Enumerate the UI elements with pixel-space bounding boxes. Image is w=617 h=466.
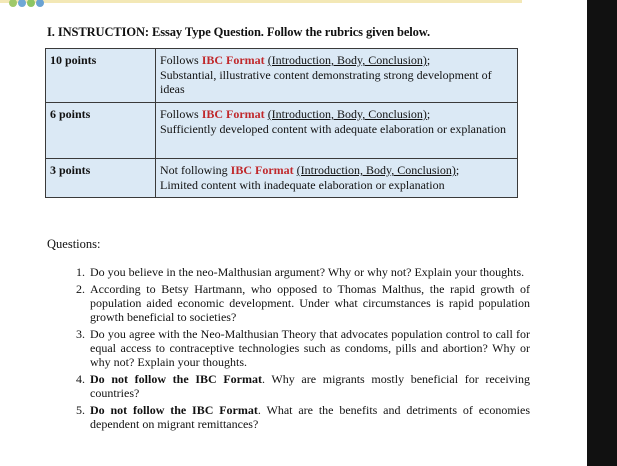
question-item: 2. According to Betsy Hartmann, who opposed to Thomas Malthus, the rapid growth of population aided economic development. Under what circumstances is rapid population growth beneficial to societies? xyxy=(88,282,530,324)
rubric-criteria: Follows IBC Format (Introduction, Body, Conclusion); Sufficiently developed content with adequate elaboration or explanation xyxy=(156,103,518,159)
format-parts: (Introduction, Body, Conclusion) xyxy=(267,107,427,121)
question-item: 5. Do not follow the IBC Format. What are the benefits and detriments of economies dependent on migrant remittances? xyxy=(88,403,530,431)
rubric-criteria: Not following IBC Format (Introduction, Body, Conclusion); Limited content with inadequate elaboration or explanation xyxy=(156,159,518,198)
rubric-follow-text: Follows xyxy=(160,107,202,121)
rubric-row xyxy=(46,49,518,103)
rubric-points: 3 points xyxy=(46,159,156,198)
format-parts: (Introduction, Body, Conclusion) xyxy=(296,163,456,177)
top-decorative-band xyxy=(0,0,522,3)
rubric-points: 10 points xyxy=(46,49,156,103)
rubric-points: 6 points xyxy=(46,103,156,159)
rubric-table xyxy=(45,48,518,198)
ibc-format-label: IBC Format xyxy=(230,163,294,177)
rubric-criteria: Follows IBC Format (Introduction, Body, Conclusion); Substantial, illustrative content demonstrating strong development of ideas xyxy=(156,49,518,103)
format-parts: (Introduction, Body, Conclusion) xyxy=(267,53,427,67)
questions-heading: Questions: xyxy=(47,237,101,251)
rubric-description: Substantial, illustrative content demonstrating strong development of ideas xyxy=(160,67,492,96)
rubric-row xyxy=(46,103,518,159)
rubric-row xyxy=(46,159,518,198)
instruction-heading: I. INSTRUCTION: Essay Type Question. Follow the rubrics given below. xyxy=(47,25,431,39)
question-item: 1. Do you believe in the neo-Malthusian argument? Why or why not? Explain your thoughts. xyxy=(88,265,530,279)
viewer-side-panel xyxy=(587,0,617,466)
ibc-format-label: IBC Format xyxy=(201,107,265,121)
question-item: 4. Do not follow the IBC Format. Why are migrants mostly beneficial for receiving countries? xyxy=(88,372,530,400)
questions-list xyxy=(70,265,530,434)
no-ibc-instruction: Do not follow the IBC Format xyxy=(90,372,262,386)
question-item: 3. Do you agree with the Neo-Malthusian Theory that advocates population control to call for equal access to contraceptive technologies such as condoms, pills and abortion? Why or why not? Explain your thoughts. xyxy=(88,327,530,369)
header-ornament-icon xyxy=(8,0,46,10)
rubric-follow-text: Follows xyxy=(160,53,202,67)
rubric-description: Limited content with inadequate elaboration or explanation xyxy=(160,177,445,192)
ibc-format-label: IBC Format xyxy=(201,53,265,67)
rubric-follow-text: Not following xyxy=(160,163,231,177)
rubric-description: Sufficiently developed content with adequate elaboration or explanation xyxy=(160,121,506,136)
no-ibc-instruction: Do not follow the IBC Format xyxy=(90,403,258,417)
